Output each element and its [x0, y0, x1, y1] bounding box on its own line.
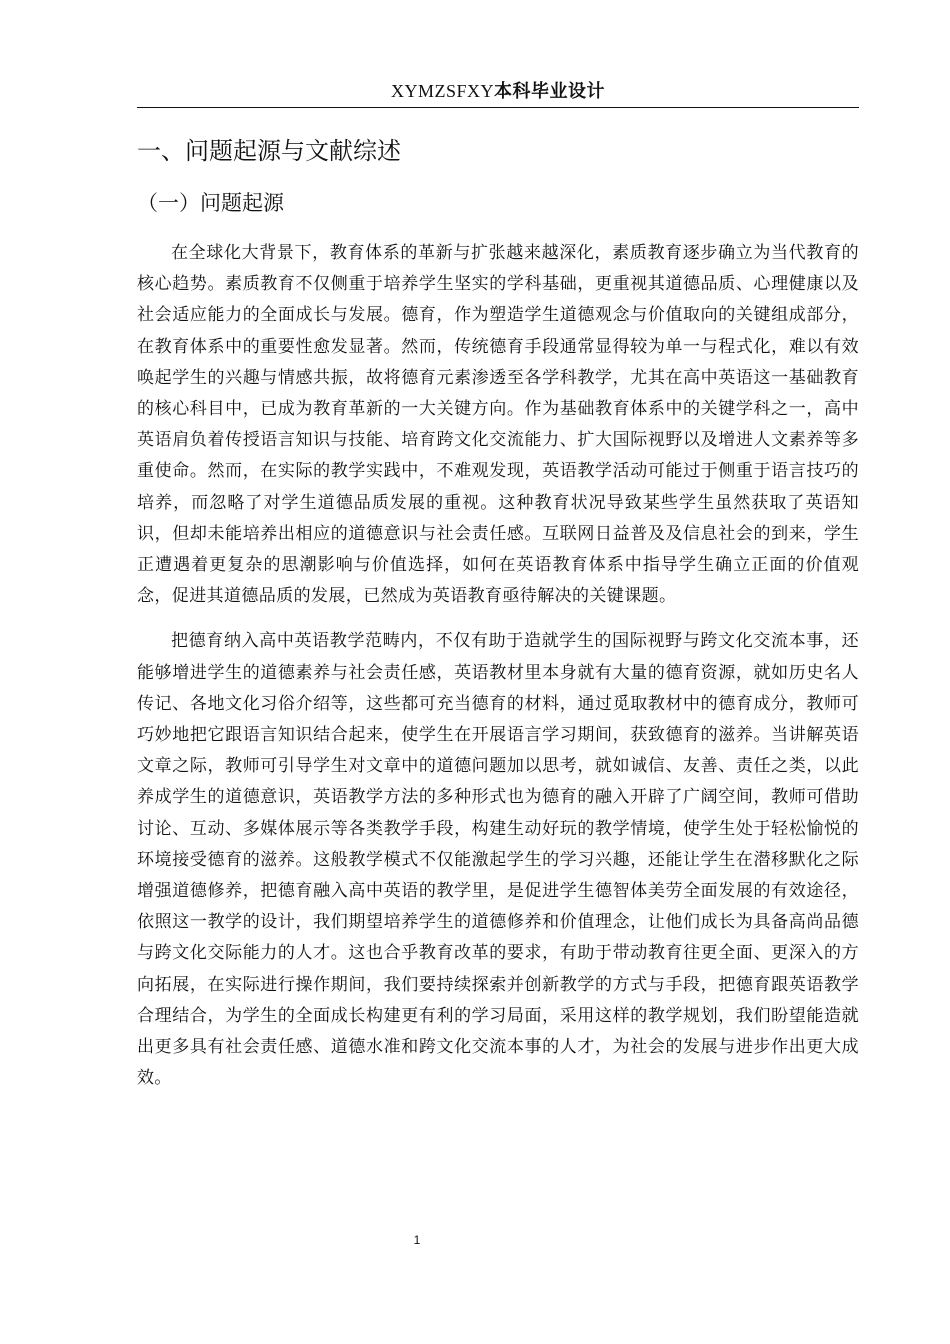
subsection-title: （一）问题起源: [137, 191, 284, 215]
running-header: [137, 78, 859, 105]
page-number: 1: [413, 1233, 421, 1247]
body-text: [137, 238, 859, 1108]
paragraph-2: 把德育纳入高中英语教学范畴内，不仅有助于造就学生的国际视野与跨文化交流本事，还能够增进学生的道德素养与社会责任感，英语教材里本身就有大量的德育资源，就如历史名人传记、各地文化习俗介绍等，这些都可充当德育的材料，通过觅取教材中的德育成分，教师可巧妙地把它跟语言知识结合起来，使学生在开展语言学习期间，获致德育的滋养。当讲解英语文章之际，教师可引导学生对文章中的道德问题加以思考，就如诚信、友善、责任之类，以此养成学生的道德意识，英语教学方法的多种形式也为德育的融入开辟了广阔空间，教师可借助讨论、互动、多媒体展示等各类教学手段，构建生动好玩的教学情境，使学生处于轻松愉悦的环境接受德育的滋养。这般教学模式不仅能激起学生的学习兴趣，还能让学生在潜移默化之际增强道德修养，把德育融入高中英语的教学里，是促进学生德智体美劳全面发展的有效途径，依照这一教学的设计，我们期望培养学生的道德修养和价值理念，让他们成长为具备高尚品德与跨文化交际能力的人才。这也合乎教育改革的要求，有助于带动教育往更全面、更深入的方向拓展，在实际进行操作期间，我们要持续探索并创新教学的方式与手段，把德育跟英语教学合理结合，为学生的全面成长构建更有利的学习局面，采用这样的教学规划，我们盼望能造就出更多具有社会责任感、道德水准和跨文化交流本事的人才，为社会的发展与进步作出更大成效。: [137, 631, 859, 1089]
section-title: 一、问题起源与文献综述: [137, 137, 401, 165]
header-cjk-text: 本科毕业设计: [494, 81, 606, 102]
header-rule: [137, 107, 859, 108]
header-latin-text: XYMZSFXY: [390, 81, 495, 101]
paragraph-1: 在全球化大背景下，教育体系的革新与扩张越来越深化，素质教育逐步确立为当代教育的核心趋势。素质教育不仅侧重于培养学生坚实的学科基础，更重视其道德品质、心理健康以及社会适应能力的全面成长与发展。德育，作为塑造学生道德观念与价值取向的关键组成部分，在教育体系中的重要性愈发显著。然而，传统德育手段通常显得较为单一与程式化，难以有效唤起学生的兴趣与情感共振，故将德育元素渗透至各学科教学，尤其在高中英语这一基础教育的核心科目中，已成为教育革新的一大关键方向。作为基础教育体系中的关键学科之一，高中英语肩负着传授语言知识与技能、培育跨文化交流能力、扩大国际视野以及增进人文素养等多重使命。然而，在实际的教学实践中，不难观发现，英语教学活动可能过于侧重于语言技巧的培养，而忽略了对学生道德品质发展的重视。这种教育状况导致某些学生虽然获取了英语知识，但却未能培养出相应的道德意识与社会责任感。互联网日益普及及信息社会的到来，学生正遭遇着更复杂的思潮影响与价值选择，如何在英语教育体系中指导学生确立正面的价值观念，促进其道德品质的发展，已然成为英语教育亟待解决的关键课题。: [137, 243, 859, 607]
